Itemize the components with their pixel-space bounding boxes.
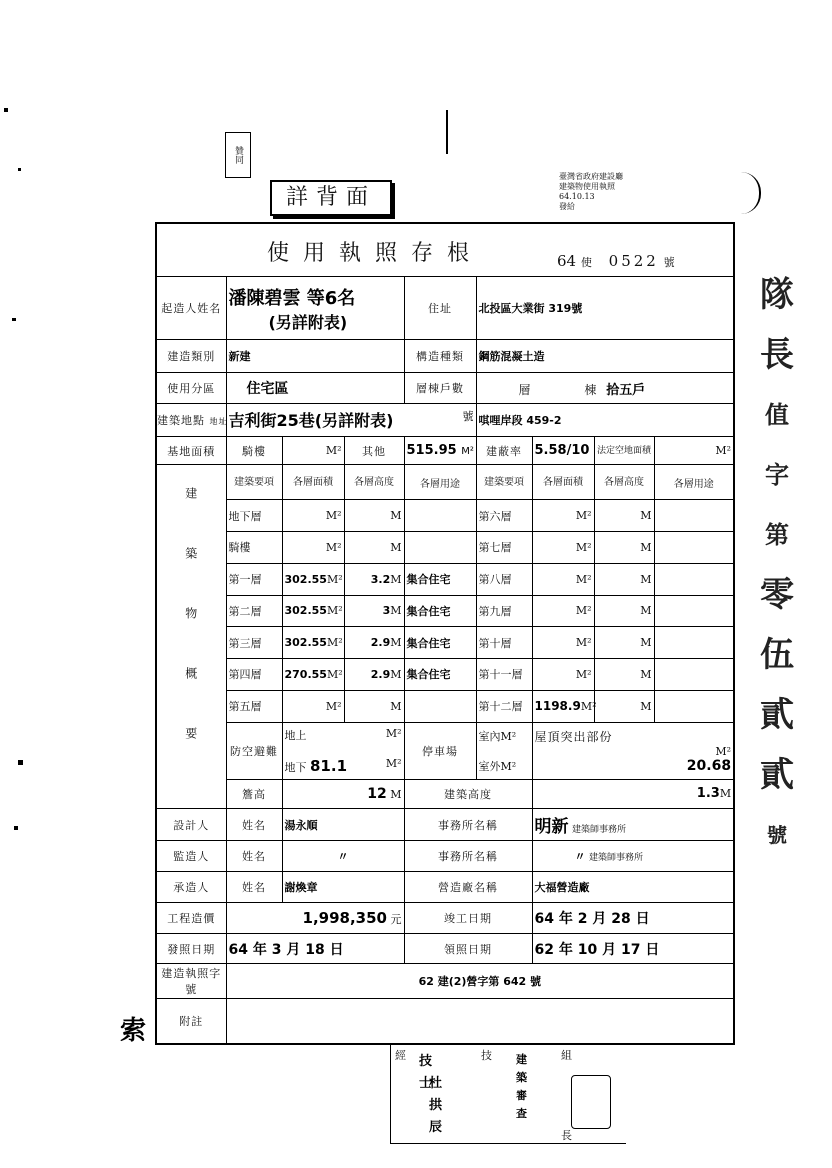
floor-row: [156, 690, 734, 722]
roof-value: 20.68: [686, 757, 732, 774]
floor-height: 3: [382, 604, 391, 618]
other-value: 515.95: [406, 443, 457, 459]
floor-height: 3.2: [370, 572, 391, 586]
contractor-label: 承造人: [156, 872, 226, 903]
scan-mark: [4, 108, 8, 112]
area-unit: M²: [580, 700, 597, 714]
area-unit: M²: [325, 699, 342, 713]
bldg-height-label: 建築高度: [404, 779, 532, 808]
floor-label: 第二層: [226, 595, 282, 627]
sign-item: 杜拱辰: [429, 1076, 443, 1135]
stamp-line-2: 建築物使用執照: [559, 182, 615, 191]
cost-label: 工程造價: [156, 902, 226, 933]
seal: [571, 1075, 611, 1129]
sign-item: 組: [561, 1049, 572, 1062]
arcade-label: 騎樓: [226, 436, 282, 465]
floor-row: [156, 563, 734, 595]
area-unit: M²: [325, 509, 342, 523]
scan-mark: [18, 760, 23, 765]
bldg-height-unit: M: [719, 787, 732, 801]
other-unit: M²: [461, 446, 474, 458]
scan-mark: [18, 168, 21, 171]
floors-value: 拾五戶: [606, 382, 646, 398]
shelter-below-value: 81.1: [310, 756, 348, 775]
supervisor-name-label: 姓名: [226, 841, 282, 872]
supervisor-name: 〃: [282, 841, 404, 872]
roof-unit: M²: [715, 744, 732, 758]
margin-char: 隊: [760, 275, 794, 315]
floor-area: 302.55: [284, 636, 327, 650]
cost-unit: 元: [390, 912, 402, 926]
form-title: 使用執照存根: [267, 241, 484, 266]
open-space-unit: M²: [654, 436, 734, 465]
col-use-left: 各層用途: [404, 465, 476, 500]
address-label: 住址: [404, 276, 476, 340]
floor-label: 第十一層: [476, 659, 532, 691]
site-label: 建築地點: [157, 413, 205, 427]
total-area-note: 1198.9: [534, 699, 581, 714]
parking-out: 室外: [478, 759, 501, 773]
remarks-label: 附註: [156, 999, 226, 1044]
col-area-left: 各層面積: [282, 465, 344, 500]
completion-label: 竣工日期: [404, 902, 532, 933]
site-value: 吉利街25巷(另詳附表): [228, 411, 394, 431]
number-value: 0522: [608, 252, 659, 270]
floor-area: 302.55: [284, 572, 327, 586]
contractor-name-label: 姓名: [226, 872, 282, 903]
floor-label: 騎樓: [226, 531, 282, 563]
floor-area: 302.55: [284, 604, 327, 618]
height-unit: M: [390, 572, 402, 586]
shelter-label: 防空避難: [226, 722, 282, 779]
supervisor-office-label: 事務所名稱: [404, 841, 532, 872]
margin-char: 值: [765, 401, 789, 429]
floor-row: [156, 595, 734, 627]
use-zone-label: 使用分區: [156, 373, 226, 404]
completion-value: 64 年 2 月 28 日: [532, 902, 734, 933]
height-unit: M: [594, 563, 654, 595]
col-height-left: 各層高度: [344, 465, 404, 500]
floor-row: [156, 531, 734, 563]
floor-use: 集合住宅: [404, 627, 476, 659]
floors-unit-1: 層: [518, 382, 531, 397]
height-unit: M: [594, 659, 654, 691]
floor-height: 2.9: [370, 636, 391, 650]
contractor-name: 謝煥章: [282, 872, 404, 903]
shelter-above-unit: M²: [385, 726, 402, 740]
height-unit: M: [390, 540, 402, 554]
structure-value: 鋼筋混凝土造: [476, 340, 734, 373]
issue-label: 發照日期: [156, 933, 226, 964]
floor-label: 第一層: [226, 563, 282, 595]
floor-row: [156, 627, 734, 659]
stamp-line-1: 臺灣省政府建設廳: [559, 172, 623, 181]
floor-use: 集合住宅: [404, 563, 476, 595]
height-unit: M: [594, 531, 654, 563]
roof-label: 屋頂突出部份: [534, 729, 613, 744]
eave-unit: M: [390, 787, 402, 801]
sign-item: 長: [561, 1129, 572, 1142]
section-label: 建築物概要: [183, 486, 198, 787]
receipt-label: 領照日期: [404, 933, 532, 964]
height-unit: M: [390, 509, 402, 523]
col-item-right: 建築要項: [476, 465, 532, 500]
height-unit: M: [594, 690, 654, 722]
col-item-left: 建築要項: [226, 465, 282, 500]
floor-use: [404, 690, 476, 722]
site-no-label: 號: [462, 410, 474, 424]
designer-name: 湯永順: [282, 808, 404, 841]
scan-mark: [12, 318, 16, 321]
shelter-above: 地上: [284, 728, 307, 742]
area-unit: M²: [326, 667, 343, 681]
height-unit: M: [390, 636, 402, 650]
margin-char: 長: [760, 335, 794, 375]
area-unit: M²: [326, 604, 343, 618]
coverage-value: 5.58/10: [532, 436, 594, 465]
floor-label: 地下層: [226, 500, 282, 532]
left-margin-char: 索: [120, 1016, 147, 1046]
floor-height: 2.9: [370, 667, 391, 681]
stamp-line-3: 64.10.13: [559, 192, 595, 201]
designer-label: 設計人: [156, 808, 226, 841]
designer-office-label: 事務所名稱: [404, 808, 532, 841]
bldg-height-value: 1.3: [696, 786, 720, 802]
area-label: 基地面積: [156, 436, 226, 465]
height-unit: M: [594, 500, 654, 532]
builder-value: 潘陳碧雲 等6名: [228, 287, 356, 309]
floor-label: 第六層: [476, 500, 532, 532]
address-value: 北投區大業街 319號: [476, 276, 734, 340]
other-label: 其他: [362, 444, 386, 458]
margin-char: 第: [765, 521, 789, 549]
signature-strip: [390, 1045, 626, 1144]
area-unit: M²: [532, 531, 594, 563]
supervisor-office-suffix: 建築師事務所: [589, 853, 644, 864]
number-suffix: 號: [663, 256, 675, 269]
designer-office: 明新: [534, 817, 569, 838]
sign-item: 技: [481, 1049, 492, 1062]
area-unit: M²: [532, 659, 594, 691]
coverage-label: 建蔽率: [476, 436, 532, 465]
floors-label: 層棟戶數: [404, 373, 476, 404]
height-unit: M: [390, 604, 402, 618]
floors-unit-2: 棟: [584, 382, 597, 397]
area-unit: M²: [532, 595, 594, 627]
open-space-label: 法定空地面積: [594, 436, 654, 465]
floor-use: [404, 531, 476, 563]
right-official-stamp: [555, 172, 761, 214]
number-prefix: 64: [557, 252, 577, 270]
parking-in-unit: M²: [500, 729, 517, 743]
floor-label: 第九層: [476, 595, 532, 627]
height-unit: M: [594, 595, 654, 627]
back-page-tag: 詳背面: [270, 180, 392, 216]
margin-char: 零: [760, 575, 794, 615]
designer-name-label: 姓名: [226, 808, 282, 841]
height-unit: M: [390, 699, 402, 713]
floor-use: [404, 500, 476, 532]
area-unit: M²: [532, 500, 594, 532]
eave-label: 簷高: [226, 779, 282, 808]
floor-label: 第四層: [226, 659, 282, 691]
arcade-unit: M²: [282, 436, 344, 465]
margin-char: 字: [765, 461, 789, 489]
contractor-firm-label: 營造廠名稱: [404, 872, 532, 903]
issue-value: 64 年 3 月 18 日: [226, 933, 404, 964]
builder-label: 起造人姓名: [156, 276, 226, 340]
floor-row: [156, 500, 734, 532]
col-area-right: 各層面積: [532, 465, 594, 500]
permit-value: 62 建(2)營字第 642 號: [226, 964, 734, 999]
sign-item: 建築審查: [516, 1053, 527, 1120]
floor-use: 集合住宅: [404, 595, 476, 627]
building-type-value: 新建: [226, 340, 404, 373]
stamp-line-4: 發給: [559, 202, 575, 211]
permit-stub-form: [155, 222, 735, 1045]
floor-label: 第五層: [226, 690, 282, 722]
floor-label: 第八層: [476, 563, 532, 595]
floor-use: 集合住宅: [404, 659, 476, 691]
receipt-value: 62 年 10 月 17 日: [532, 933, 734, 964]
number-mid: 使: [580, 256, 592, 269]
supervisor-office: 〃: [574, 850, 586, 864]
floor-label: 第七層: [476, 531, 532, 563]
scan-mark: [14, 826, 18, 830]
margin-char: 貳: [760, 695, 794, 735]
builder-note: (另詳附表): [268, 312, 348, 332]
site-sub: 地址: [209, 416, 228, 426]
cost-value: 1,998,350: [302, 908, 387, 927]
shelter-below-unit: M²: [385, 756, 402, 770]
eave-value: 12: [367, 785, 387, 802]
designer-office-suffix: 建築師事務所: [572, 825, 627, 836]
parking-out-unit: M²: [500, 759, 517, 773]
parking-label: 停車場: [404, 722, 476, 779]
use-zone-value: 住宅區: [226, 373, 404, 404]
lot-value: 唭哩岸段 459-2: [476, 403, 734, 436]
permit-label: 建造執照字號: [156, 964, 226, 999]
right-margin-text: [752, 265, 802, 865]
col-use-right: 各層用途: [654, 465, 734, 500]
small-top-stamp: 贊同: [225, 132, 251, 178]
area-unit: M²: [532, 563, 594, 595]
height-unit: M: [594, 627, 654, 659]
floor-area: 270.55: [284, 667, 327, 681]
area-unit: M²: [326, 636, 343, 650]
floor-label: 第三層: [226, 627, 282, 659]
floor-label: 第十二層: [476, 690, 532, 722]
shelter-below: 地下: [284, 760, 307, 774]
floor-label: 第十層: [476, 627, 532, 659]
supervisor-label: 監造人: [156, 841, 226, 872]
margin-char: 號: [767, 823, 787, 847]
sign-item: 技士: [419, 1054, 433, 1091]
contractor-firm: 大福營造廠: [532, 872, 734, 903]
col-height-right: 各層高度: [594, 465, 654, 500]
margin-char: 貳: [760, 755, 794, 795]
height-unit: M: [390, 667, 402, 681]
structure-label: 構造種類: [404, 340, 476, 373]
building-type-label: 建造類別: [156, 340, 226, 373]
area-unit: M²: [532, 627, 594, 659]
scan-mark: [446, 110, 448, 154]
sign-item: 經: [395, 1049, 406, 1062]
area-unit: M²: [325, 540, 342, 554]
margin-char: 伍: [760, 635, 794, 675]
permit-number: [557, 252, 675, 270]
parking-in: 室內: [478, 729, 501, 743]
area-unit: M²: [326, 572, 343, 586]
floor-row: [156, 659, 734, 691]
